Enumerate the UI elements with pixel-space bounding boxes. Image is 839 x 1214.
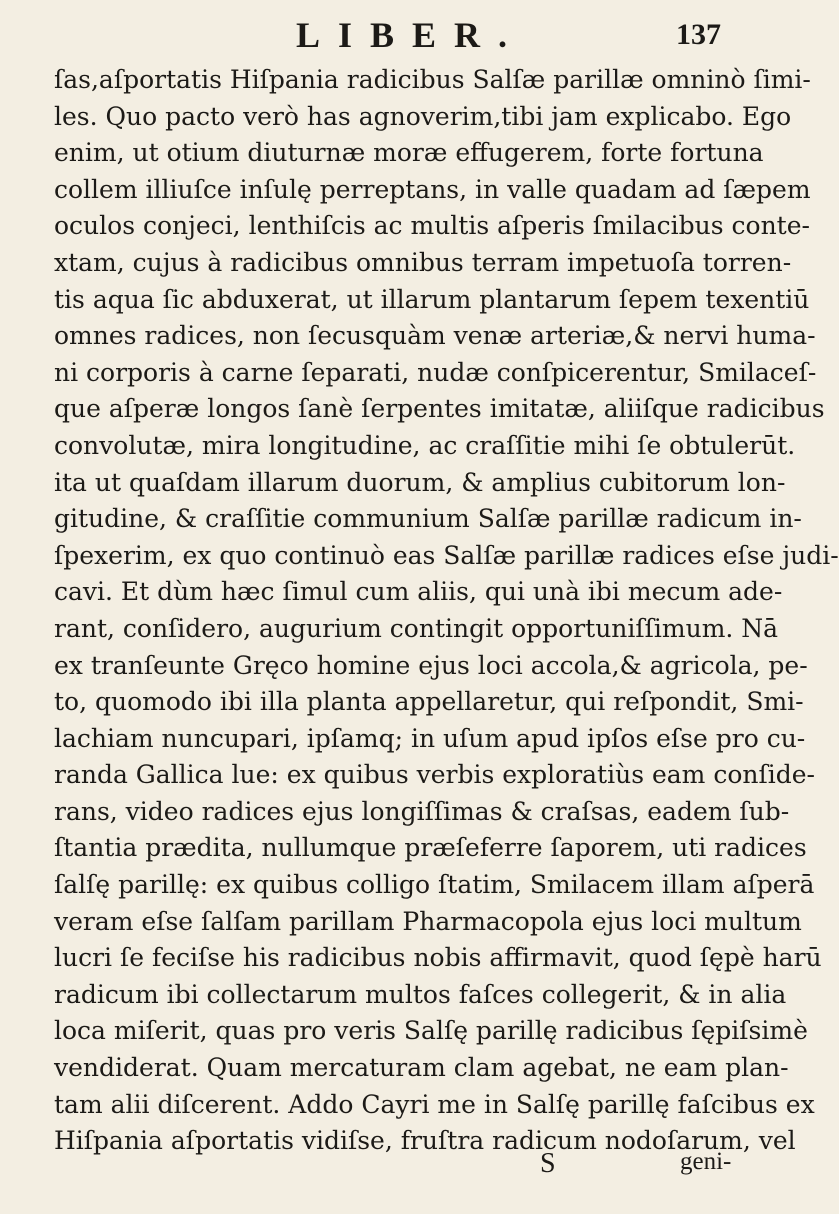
text-line: les. Quo pacto verò has agnoverim,tibi jam explicabo. Ego (54, 101, 792, 131)
page-number: 137 (676, 18, 721, 51)
text-line: que aſperæ longos ſanè ſerpentes imitatæ, aliiſque radicibus (54, 394, 825, 424)
text-line: xtam, cujus à radicibus omnibus terram impetuoſa torren- (54, 247, 792, 277)
text-line: radicum ibi collectarum multos faſces collegerit, & in alia (54, 979, 787, 1009)
signature-mark: S (540, 1148, 556, 1179)
text-line: enim, ut otium diuturnæ moræ effugerem, forte fortuna (54, 138, 764, 168)
text-line: Hiſpania aſportatis vidiſse, fruſtra radicum nodoſarum, vel (54, 1126, 796, 1156)
text-line: rant, conſidero, augurium contingit opportuniſſimum. Nā (54, 613, 779, 643)
text-line: cavi. Et dùm hæc ſimul cum aliis, qui unà ibi mecum ade- (54, 577, 783, 607)
text-line: omnes radices, non ſecusquàm venæ arteriæ,& nervi huma- (54, 321, 816, 351)
text-line: lucri ſe feciſse his radicibus nobis affirmavit, quod ſępè harū (54, 943, 822, 973)
text-line: ſalſę parillę: ex quibus colligo ſtatim, Smilacem illam aſperā (54, 870, 815, 900)
text-line: rans, video radices ejus longiſſimas & craſsas, eadem ſub- (54, 796, 790, 826)
catchword: geni- (680, 1148, 732, 1175)
text-line: veram eſse ſalſam parillam Pharmacopola ejus loci multum (54, 906, 802, 936)
text-line: ſas,aſportatis Hiſpania radicibus Salſæ parillæ omninò ſimi- (54, 65, 811, 94)
text-line: tam alii diſcerent. Addo Cayri me in Salſę parillę faſcibus ex (54, 1089, 815, 1119)
text-line: lachiam nuncupari, ipſamq; in uſum apud ipſos eſse pro cu- (54, 723, 806, 753)
text-line: tis aqua ſic abduxerat, ut illarum plantarum ſepem texentiū (54, 284, 810, 314)
text-line: ſtantia prædita, nullumque præſeferre ſaporem, uti radices (54, 833, 807, 863)
body-text (54, 62, 839, 1160)
text-line: ſpexerim, ex quo continuò eas Salſæ parillæ radices eſse judi- (54, 540, 839, 570)
text-line: gitudine, & craſſitie communium Salſæ parillæ radicum in- (54, 504, 802, 534)
running-title: LIBER. (296, 15, 526, 55)
text-line: loca miſerit, quas pro veris Salſę parillę radicibus ſępiſsimè (54, 1016, 808, 1046)
text-line: ni corporis à carne ſeparati, nudæ conſpicerentur, Smilaceſ- (54, 357, 817, 387)
page-header (0, 14, 800, 58)
text-line: oculos conjeci, lenthiſcis ac multis aſperis ſmilacibus conte- (54, 211, 810, 241)
text-line: ita ut quaſdam illarum duorum, & amplius cubitorum lon- (54, 467, 786, 497)
text-line: collem illiuſce inſulę perreptans, in valle quadam ad ſæpem (54, 174, 811, 204)
text-line: to, quomodo ibi illa planta appellaretur, qui reſpondit, Smi- (54, 687, 804, 717)
page-footer (0, 1148, 800, 1188)
text-line: convolutæ, mira longitudine, ac craſſitie mihi ſe obtulerūt. (54, 430, 796, 460)
text-line: randa Gallica lue: ex quibus verbis exploratiùs eam conſide- (54, 760, 815, 790)
text-line: ex tranſeunte Gręco homine ejus loci accola,& agricola, pe- (54, 650, 808, 680)
text-line: vendiderat. Quam mercaturam clam agebat, ne eam plan- (54, 1053, 789, 1083)
